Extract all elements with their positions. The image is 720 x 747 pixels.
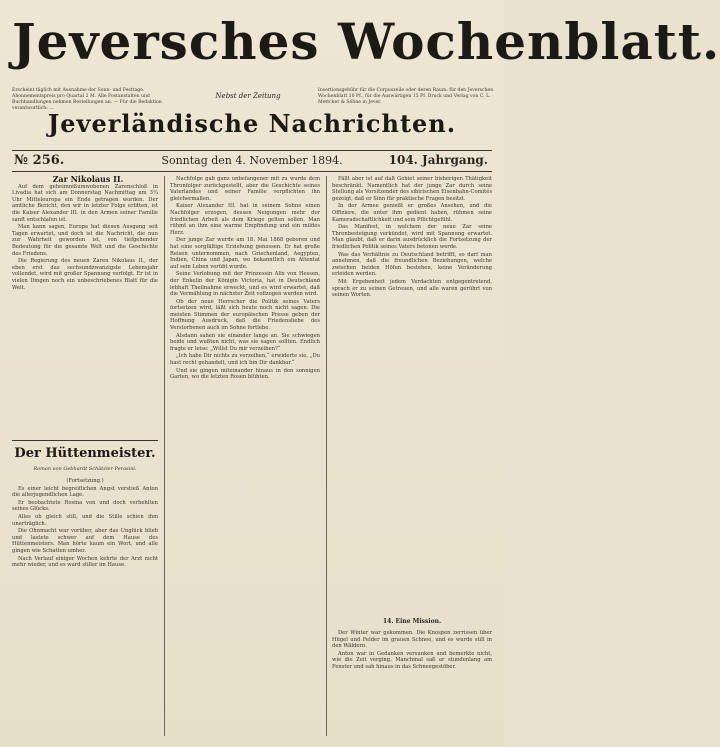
subscription-notice: Erscheint täglich mit Ausnahme der Sonn- und Festtage. Abonnementspreis pro Quartal 2 M. Alle Postanstalten und Buchhandlungen nehmen Bestellungen an. — Für die Redaktion verantwortlich: ...: [12, 88, 162, 111]
chapter-text: [332, 630, 492, 740]
feuilleton-column: [12, 478, 158, 740]
article-paragraph: Was das Verhältnis zu Deutschland betrifft, so darf man annehmen, daß die freundlichen Beziehungen, welche zwischen beiden Höfen bestehen, keine Veränderung erleiden werden.: [332, 251, 492, 278]
newspaper-subtitle: Jeverländische Nachrichten.: [47, 109, 457, 138]
issue-number: № 256.: [14, 153, 65, 168]
article-heading: Zar Nikolaus II.: [52, 174, 124, 184]
volume-year: 104. Jahrgang.: [388, 153, 488, 167]
article-paragraph: Das Manifest, in welchem der neue Zar seine Thronbesteigung verkündet, wird mit Spannung erwartet. Man glaubt, daß er darin ausdrücklich die Fortsetzung der friedlichen Politik seines Vaters betonen werde.: [332, 224, 492, 250]
continued-note: (Fortsetzung.): [66, 478, 104, 484]
article-paragraph: Ob der neue Herrscher die Politik seines Vaters fortsetzen wird, läßt sich heute noch nicht sagen. Die meisten Stimmen der europäischen Presse geben der Hoffnung Ausdruck, daß die Friedensliebe des Verstorbenen auch im Sohne fortlebe.: [170, 298, 320, 332]
article-paragraph: Mit Ergebenheit jedem Verdachten entgegentretend, sprach er zu seinen Getreuen, und alle waren gerührt von seinen Worten.: [332, 278, 492, 299]
article-paragraph: Nachfolge gab ganz unbefangener mit zu wurde dem Thronfolger zurückgestellt, aber die Geschichte seines Vaterlandes und seiner Familie verpflichten ihn gleichermaßen.: [170, 176, 320, 202]
feuilleton-paragraph: Es einer leicht begreiflichen Angst verstieß Anton die allerjugendlichen Lage.: [12, 485, 158, 499]
feuilleton-paragraph: Alles ob gleich still, und die Stille schien ihm unerträglich.: [12, 513, 158, 527]
article-column-1: [12, 176, 158, 440]
article-column-2: [170, 176, 320, 736]
dateline: [12, 150, 492, 172]
supplement-note: Nebst der Zeitung: [215, 92, 281, 100]
newspaper-title: Jeversches Wochenblatt.: [12, 12, 720, 71]
issue-date: Sonntag den 4. November 1894.: [161, 154, 343, 167]
insertion-notice: Insertionsgebühr für die Corpuszeile oder deren Raum: für den Jeverschen Wochenblatt 10 Pf., für die Auswärtigen 15 Pf. Druck und Verlag von C. L. Mettcker & Söhne in Jever.: [318, 88, 494, 105]
feuilleton-author: Roman von Gebhardt Schätzler-Perasini.: [33, 466, 137, 472]
section-rule: [12, 440, 158, 441]
feuilleton-paragraph: Er beobachtete Rosina von und doch verhehlten seines Glücks.: [12, 499, 158, 513]
article-paragraph: Kaiser Alexander III. hat in seinem Sohne einen Nachfolger erzogen, dessen Neigungen mehr der friedlichen Arbeit als dem Kriege gelten sollen. Man rühmt an ihm eine warme Empfindung und ein mildes Herz.: [170, 203, 320, 236]
article-paragraph: Man kann sagen, Europa hat diesen Ausgang seit Tagen erwartet, und doch ist die Nachricht, die nun zur Wahrheit geworden ist, von tiefgehender Bedeutung für die gesamte Welt und die Geschichte des Friedens.: [12, 224, 158, 257]
article-paragraph: Auf dem geheimnißumwobenen Zarenschloß in Livadia hat sich am Donnerstag Nachmittag um 3¼ Uhr Mitteleuropa ein Ende getragen worden. Der amtliche Bericht, den wir in letzter Folge erlitten, ist die Kaiser Alexander III. in den Armen seiner Familie sanft entschlafen ist.: [12, 183, 158, 223]
article-paragraph: Fällt aber ist auf daß Gebiet seiner bisherigen Thätigkeit beschränkt. Namentlich hat der junge Zar durch seine Stellung als Vorsitzender des sibirischen Eisenbahn-Comités gezeigt, daß er Sinn für praktische Fragen besitzt.: [332, 176, 492, 202]
column-divider: [164, 176, 165, 736]
article-paragraph: Alsdann sahen sie einander lange an. Sie schwiegen beide und wußten nicht, was sie sagen sollten. Endlich fragte er leise: „Willst Du mir verzeihen?“: [170, 332, 320, 352]
feuilleton-title: Der Hüttenmeister.: [14, 446, 156, 461]
article-paragraph: Seine Verlobung mit der Prinzessin Alix von Hessen, der Enkelin der Königin Victoria, hat in Deutschland lebhaft Theilnahme erweckt, und es wird erwartet, daß die Vermählung in nächster Zeit vollzogen werden wird.: [170, 271, 320, 298]
chapter-paragraph: Anton war in Gedanken versunken und bemerkte nicht, wie die Zeit verging. Manchmal saß er stundenlang am Fenster und sah hinaus in das Schneegestöber.: [332, 650, 492, 670]
masthead: [12, 6, 720, 92]
article-paragraph: In der Armee genießt er großes Ansehen, und die Offiziere, die unter ihm gedient haben, rühmen seine Kameradschaftlichkeit und sein Pflichtgefühl.: [332, 203, 492, 223]
article-paragraph: Und sie gingen miteinander hinaus in den sonnigen Garten, wo die letzten Rosen blühten.: [170, 367, 320, 381]
article-paragraph: Die Regierung des neuen Zaren Nikolaus II., der eben erst das sechsundzwanzigste Lebensjahr vollendet, wird mit großer Spannung verfolgt. Er ist in vielen Dingen noch ein unbeschriebenes Blatt für die Welt.: [12, 258, 158, 291]
feuilleton-paragraph: Die Ohnmacht war vorüber, aber das Unglück blieb und lastete schwer auf dem Hause des Hüttenmeisters. Man hörte kaum ein Wort, und alle gingen wie Schatten umher.: [12, 528, 158, 554]
article-paragraph: Der junge Zar wurde am 18. Mai 1868 geboren und hat eine sorgfältige Erziehung genossen. Er hat große Reisen unternommen, nach Griechenland, Aegypten, Indien, China und Japan, wo bekanntlich ein Attentat auf sein Leben verübt wurde.: [170, 237, 320, 270]
column-divider: [326, 176, 327, 736]
article-paragraph: „Ich habe Dir nichts zu verzeihen,“ erwiderte sie, „Du hast recht gehandelt, und ich bin Dir dankbar.“: [170, 353, 320, 367]
feuilleton-paragraph: Nach Verlauf einiger Wochen kehrte der Arzt nicht mehr wieder, und es ward stiller im Hause.: [12, 555, 158, 569]
chapter-paragraph: Der Winter war gekommen. Die Knospen zerrissen über Hügel und Felder im grauen Schnee, und es wurde still in den Wäldern.: [332, 630, 492, 650]
chapter-heading: 14. Eine Mission.: [382, 618, 442, 625]
